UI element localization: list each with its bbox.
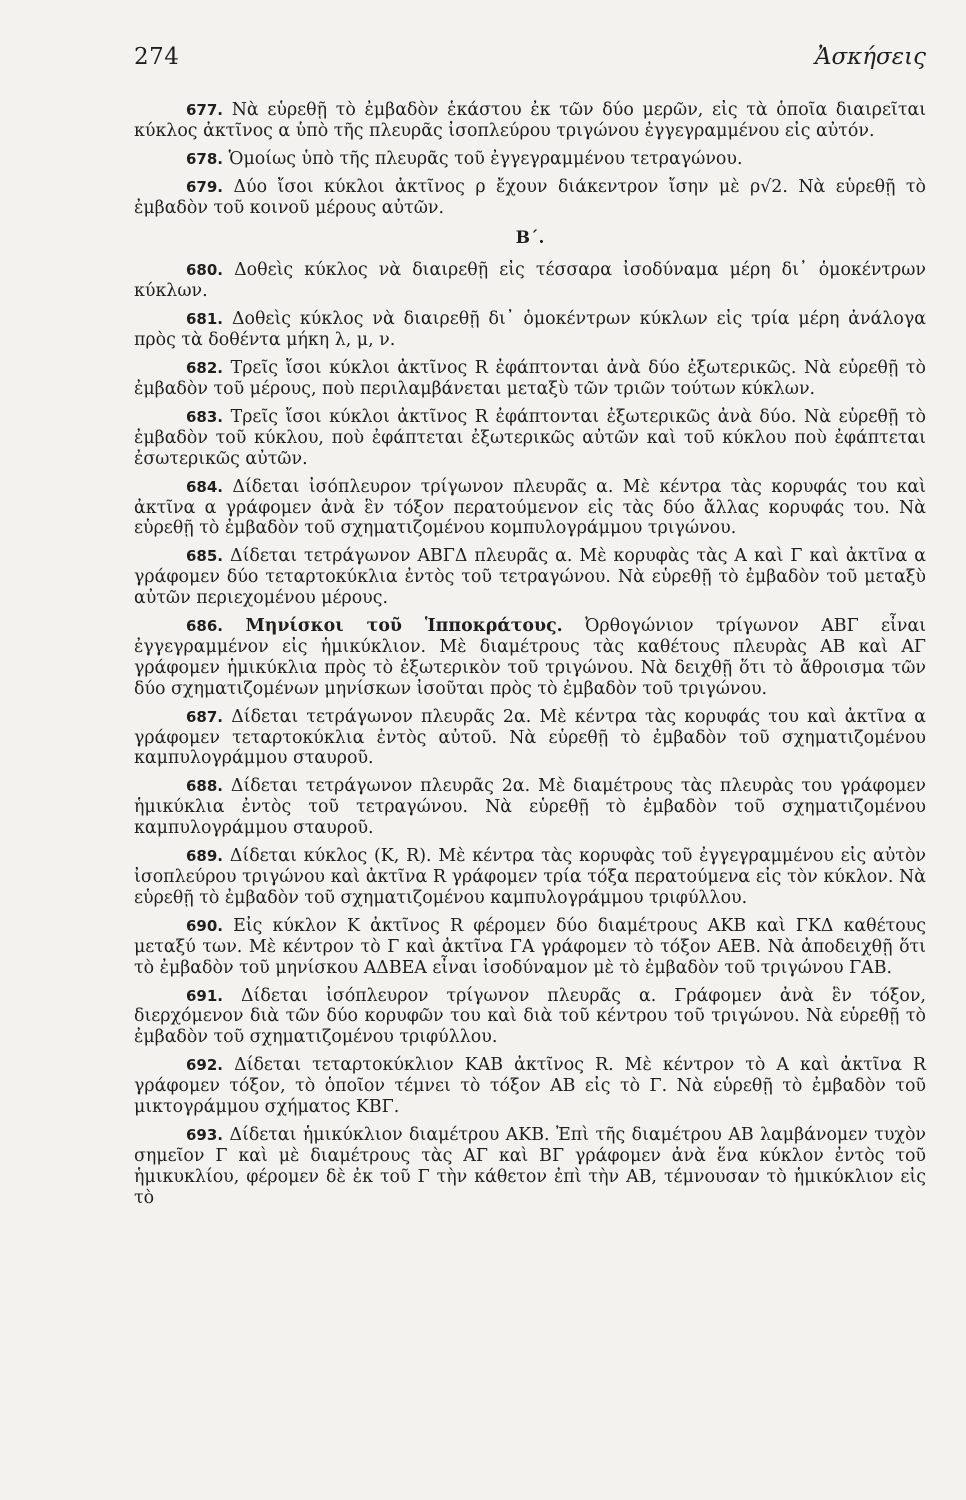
exercise-number: 686.	[186, 617, 224, 636]
exercise-678	[134, 149, 926, 170]
exercise-686	[134, 616, 926, 700]
page-header	[134, 44, 926, 84]
exercise-number: 684.	[186, 477, 224, 496]
exercise-text: Νὰ εὑρεθῇ τὸ ἐμβαδὸν ἑκάστου ἐκ τῶν δύο μερῶν, εἰς τὰ ὁποῖα διαιρεῖται κύκλος ἀκτῖνος α ὑπὸ τῆς πλευρᾶς ἰσοπλεύρου τριγώνου ἐγγεγραμμένου εἰς αὐτόν.	[134, 100, 927, 141]
exercise-text: Δίδεται ἡμικύκλιον διαμέτρου ΑΚΒ. Ἐπὶ τῆς διαμέτρου ΑΒ λαμβάνομεν τυχὸν σημεῖον Γ καὶ μὲ διαμέτρους τὰς ΑΓ καὶ ΒΓ γράφομεν ἀνὰ ἕνα κύκλον ἐντὸς τοῦ ἡμικυκλίου, φέρομεν δὲ ἐκ τοῦ Γ τὴν κάθετον ἐπὶ τὴν ΑΒ, τέμνουσαν τὸ ἡμικύκλιον εἰς τὸ	[134, 1124, 926, 1208]
exercise-number: 690.	[186, 916, 224, 935]
exercise-number: 678.	[186, 149, 224, 168]
exercise-text: Ὀρθογώνιον τρίγωνον ΑΒΓ εἶναι ἐγγεγραμμένον εἰς ἡμικύκλιον. Μὲ διαμέτρους τὰς καθέτους πλευρὰς ΑΒ καὶ ΑΓ γράφομεν ἡμικύκλια πρὸς τὸ ἐξωτερικὸν τοῦ τριγώνου. Νὰ δειχθῇ ὅτι τὸ ἄθροισμα τῶν δύο σχηματιζομένων μηνίσκων ἰσοῦται πρὸς τὸ ἐμβαδὸν τοῦ τριγώνου.	[134, 616, 927, 699]
exercise-692	[134, 1055, 926, 1118]
page-body	[134, 100, 926, 1216]
exercise-text: Δίδεται τετράγωνον ΑΒΓΔ πλευρᾶς α. Μὲ κορυφὰς τὰς Α καὶ Γ καὶ ἀκτῖνα α γράφομεν δύο τεταρτοκύκλια ἐντὸς τοῦ τετραγώνου. Νὰ εὑρεθῇ τὸ ἐμβαδὸν τοῦ μεταξὺ αὐτῶν περιεχομένου μέρους.	[134, 546, 926, 609]
exercise-text: Δοθεὶς κύκλος νὰ διαιρεθῇ δι᾿ ὁμοκέντρων κύκλων εἰς τρία μέρη ἀνάλογα πρὸς τὰ δοθέντα μήκη λ, μ, ν.	[134, 309, 926, 351]
exercise-number: 679.	[186, 177, 224, 196]
exercise-number: 689.	[186, 847, 224, 866]
exercise-text: Δίδεται ἰσόπλευρον τρίγωνον πλευρᾶς α. Γράφομεν ἀνὰ ἓν τόξον, διερχόμενον διὰ τῶν δύο κορυφῶν του καὶ διὰ τοῦ κέντρου τοῦ τριγώνου. Νὰ εὑρεθῇ τὸ ἐμβαδὸν τοῦ σχηματιζομένου τριφύλλου.	[134, 985, 926, 1048]
exercise-text: Δίδεται ἰσόπλευρον τρίγωνον πλευρᾶς α. Μὲ κέντρα τὰς κορυφάς του καὶ ἀκτῖνα α γράφομεν ἀνὰ ἓν τόξον περατούμενον εἰς τὰς δύο ἄλλας κορυφάς του. Νὰ εὑρεθῇ τὸ ἐμβαδὸν τοῦ σχηματιζομένου κομπυλογράμμου τριγώνου.	[134, 476, 926, 539]
exercise-text: Δίδεται κύκλος (Κ, R). Μὲ κέντρα τὰς κορυφὰς τοῦ ἐγγεγραμμένου εἰς αὐτὸν ἰσοπλεύρου τριγώνου καὶ ἀκτῖνα R γράφομεν τρία τόξα περατούμενα εἰς τὸν κύκλον. Νὰ εὑρεθῇ τὸ ἐμβαδὸν τοῦ σχηματιζομένου καμπυλογράμμου τριφύλλου.	[134, 846, 927, 908]
exercise-688	[134, 776, 926, 839]
exercise-text: Δίδεται τεταρτοκύκλιον ΚΑΒ ἀκτῖνος R. Μὲ κέντρον τὸ Α καὶ ἀκτῖνα R γράφομεν τόξον, τὸ ὁποῖον τέμνει τὸ τόξον ΑΒ εἰς τὸ Γ. Νὰ εὑρεθῇ τὸ ἐμβαδὸν τοῦ μικτογράμμου σχήματος ΚΒΓ.	[134, 1055, 926, 1118]
section-heading: Β΄.	[515, 227, 545, 248]
exercise-text: Τρεῖς ἴσοι κύκλοι ἀκτῖνος R ἐφάπτονται ἀνὰ δύο ἐξωτερικῶς. Νὰ εὑρεθῇ τὸ ἐμβαδὸν τοῦ μέρους, ποὺ περιλαμβάνεται μεταξὺ τῶν τριῶν τούτων κύκλων.	[134, 358, 926, 399]
exercise-number: 677.	[186, 101, 224, 119]
exercise-number: 687.	[186, 707, 224, 726]
exercise-684	[134, 477, 926, 540]
exercise-682	[134, 358, 926, 400]
exercise-number: 682.	[186, 359, 224, 378]
exercise-text: Δίδεται τετράγωνον πλευρᾶς 2α. Μὲ κέντρα τὰς κορυφάς του καὶ ἀκτῖνα α γράφομεν τεταρτοκύκλια ἐντὸς αὐτοῦ. Νὰ εὑρεθῇ τὸ ἐμβαδὸν τοῦ σχηματιζομένου καμπυλογράμμου σταυροῦ.	[134, 706, 926, 769]
exercise-text: Τρεῖς ἴσοι κύκλοι ἀκτῖνος R ἐφάπτονται ἐξωτερικῶς ἀνὰ δύο. Νὰ εὑρεθῇ τὸ ἐμβαδὸν τοῦ κύκλου, ποὺ ἐφάπτεται ἐξωτερικῶς αὐτῶν καὶ τοῦ κύκλου ποὺ ἐφάπτεται ἐσωτερικῶς αὐτῶν.	[134, 406, 926, 469]
exercise-number: 685.	[186, 547, 224, 566]
exercise-693	[134, 1125, 926, 1209]
exercise-group-a	[134, 100, 926, 219]
exercise-677	[134, 100, 926, 142]
page-number: 274	[134, 44, 180, 70]
exercise-text: Δίδεται τετράγωνον πλευρᾶς 2α. Μὲ διαμέτρους τὰς πλευρὰς του γράφομεν ἡμικύκλια ἐντὸς τοῦ τετραγώνου. Νὰ εὑρεθῇ τὸ ἐμβαδὸν τοῦ σχηματιζομένου καμπυλογράμμου σταυροῦ.	[134, 776, 926, 839]
exercise-689	[134, 846, 926, 909]
exercise-text: Ὁμοίως ὑπὸ τῆς πλευρᾶς τοῦ ἐγγεγραμμένου τετραγώνου.	[228, 148, 743, 169]
exercise-number: 691.	[186, 986, 224, 1005]
exercise-number: 688.	[186, 777, 224, 796]
exercise-number: 692.	[186, 1056, 224, 1075]
exercise-680	[134, 260, 926, 302]
exercise-687	[134, 707, 926, 770]
exercise-number: 693.	[186, 1125, 224, 1144]
running-head: Ἀσκήσεις	[814, 44, 926, 70]
exercise-690	[134, 916, 926, 979]
exercise-group-b	[134, 260, 926, 1208]
exercise-title: Μηνίσκοι τοῦ Ἱπποκράτους.	[245, 616, 563, 637]
exercise-number: 681.	[186, 310, 224, 329]
exercise-number: 680.	[186, 261, 224, 280]
exercise-691	[134, 986, 926, 1049]
exercise-679	[134, 177, 926, 219]
exercise-685	[134, 546, 926, 609]
exercise-text: Δοθεὶς κύκλος νὰ διαιρεθῇ εἰς τέσσαρα ἰσοδύναμα μέρη δι᾿ ὁμοκέντρων κύκλων.	[134, 260, 926, 302]
exercise-683	[134, 407, 926, 470]
exercise-text: Εἰς κύκλον Κ ἀκτῖνος R φέρομεν δύο διαμέτρους ΑΚΒ καὶ ΓΚΔ καθέτους μεταξύ των. Μὲ κέντρον τὸ Γ καὶ ἀκτῖνα ΓΑ γράφομεν τὸ τόξον ΑΕΒ. Νὰ ἀποδειχθῇ ὅτι τὸ ἐμβαδὸν τοῦ μηνίσκου ΑΔΒΕΑ εἶναι ἰσοδύναμον μὲ τὸ ἐμβαδὸν τοῦ τριγώνου ΓΑΒ.	[134, 915, 926, 978]
exercise-number: 683.	[186, 407, 224, 426]
exercise-text: Δύο ἴσοι κύκλοι ἀκτῖνος ρ ἔχουν διάκεντρον ἴσην μὲ ρ√2. Νὰ εὑρεθῇ τὸ ἐμβαδὸν τοῦ κοινοῦ μέρους αὐτῶν.	[134, 176, 927, 218]
exercise-681	[134, 309, 926, 351]
